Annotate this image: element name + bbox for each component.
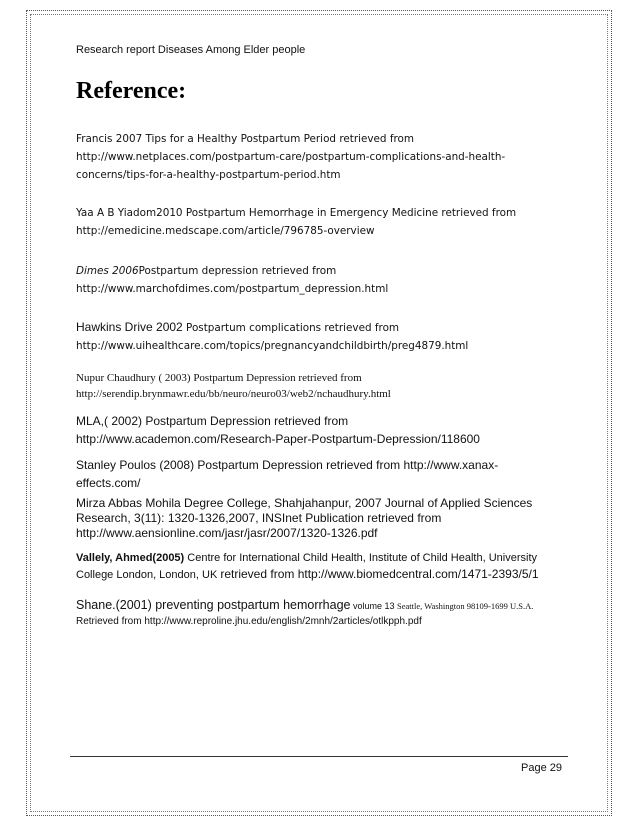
reference-item (76, 318, 468, 355)
reference-item (76, 456, 498, 492)
reference-link[interactable]: http://www.aensionline.com/jasr/jasr/2007/1320-1326.pdf (76, 526, 378, 540)
reference-line (76, 596, 533, 615)
reference-link[interactable]: concerns/tips-for-a-healthy-postpartum-period.htm (76, 169, 341, 181)
reference-line: MLA,( 2002) Postpartum Depression retrieved from (76, 414, 349, 428)
reference-link[interactable]: effects.com/ (76, 476, 141, 490)
reference-item (76, 496, 532, 541)
footer-rule (70, 756, 568, 757)
reference-line: Yaa A B Yiadom2010 Postpartum Hemorrhage in Emergency Medicine retrieved from (76, 207, 517, 219)
reference-link[interactable]: Retrieved from http://www.reproline.jhu.edu/english/2mnh/2articles/otlkpph.pdf (76, 616, 422, 627)
reference-link[interactable]: http://serendip.brynmawr.edu/bb/neuro/neuro03/web2/nchaudhury.html (76, 388, 391, 400)
reference-author: Dimes 2006 (76, 265, 139, 277)
reference-title: College London, London, UK (76, 569, 221, 581)
reference-author: Hawkins Drive 2002 (76, 320, 187, 334)
reference-heading: Reference: (76, 78, 187, 104)
reference-line (76, 550, 539, 566)
reference-line: Mirza Abbas Mohila Degree College, Shahjahanpur, 2007 Journal of Applied Sciences (76, 496, 533, 510)
reference-line: Francis 2007 Tips for a Healthy Postpartum Period retrieved from (76, 133, 415, 145)
reference-item (76, 550, 539, 583)
reference-link[interactable]: http://www.uihealthcare.com/topics/pregnancyandchildbirth/preg4879.html (76, 340, 469, 352)
reference-item (76, 204, 516, 240)
reference-author: Vallely, Ahmed(2005) (76, 552, 185, 564)
reference-item (76, 130, 505, 184)
reference-line: Research, 3(11): 1320-1326,2007, INSInet Publication retrieved from (76, 511, 442, 525)
reference-item (76, 596, 533, 628)
reference-link[interactable]: http://www.academon.com/Research-Paper-Postpartum-Depression/118600 (76, 432, 480, 446)
reference-title: Shane.(2001) preventing postpartum hemorrhage (76, 598, 351, 612)
reference-link[interactable]: http://www.marchofdimes.com/postpartum_depression.html (76, 283, 389, 295)
reference-line (76, 262, 388, 280)
reference-item (76, 262, 388, 298)
reference-link[interactable]: retrieved from http://www.biomedcentral.com/1471-2393/5/1 (220, 567, 539, 581)
reference-line (76, 566, 539, 583)
page-number: Page 29 (521, 762, 562, 774)
reference-title: Postpartum depression retrieved from (138, 265, 337, 277)
reference-line: Nupur Chaudhury ( 2003) Postpartum Depression retrieved from (76, 372, 362, 384)
reference-volume: volume 13 (350, 601, 398, 611)
reference-item (76, 370, 391, 402)
reference-title: Centre for International Child Health, Institute of Child Health, University (184, 552, 537, 564)
reference-title: Postpartum complications retrieved from (186, 322, 400, 334)
reference-item (76, 412, 480, 448)
running-header: Research report Diseases Among Elder people (76, 44, 306, 56)
reference-link[interactable]: http://www.netplaces.com/postpartum-care/postpartum-complications-and-health- (76, 151, 506, 163)
reference-line: Stanley Poulos (2008) Postpartum Depression retrieved from http://www.xanax- (76, 458, 499, 472)
reference-line (76, 318, 468, 337)
reference-address: Seattle, Washington 98109-1699 U.S.A. (397, 601, 534, 611)
reference-link[interactable]: http://emedicine.medscape.com/article/796785-overview (76, 225, 375, 237)
